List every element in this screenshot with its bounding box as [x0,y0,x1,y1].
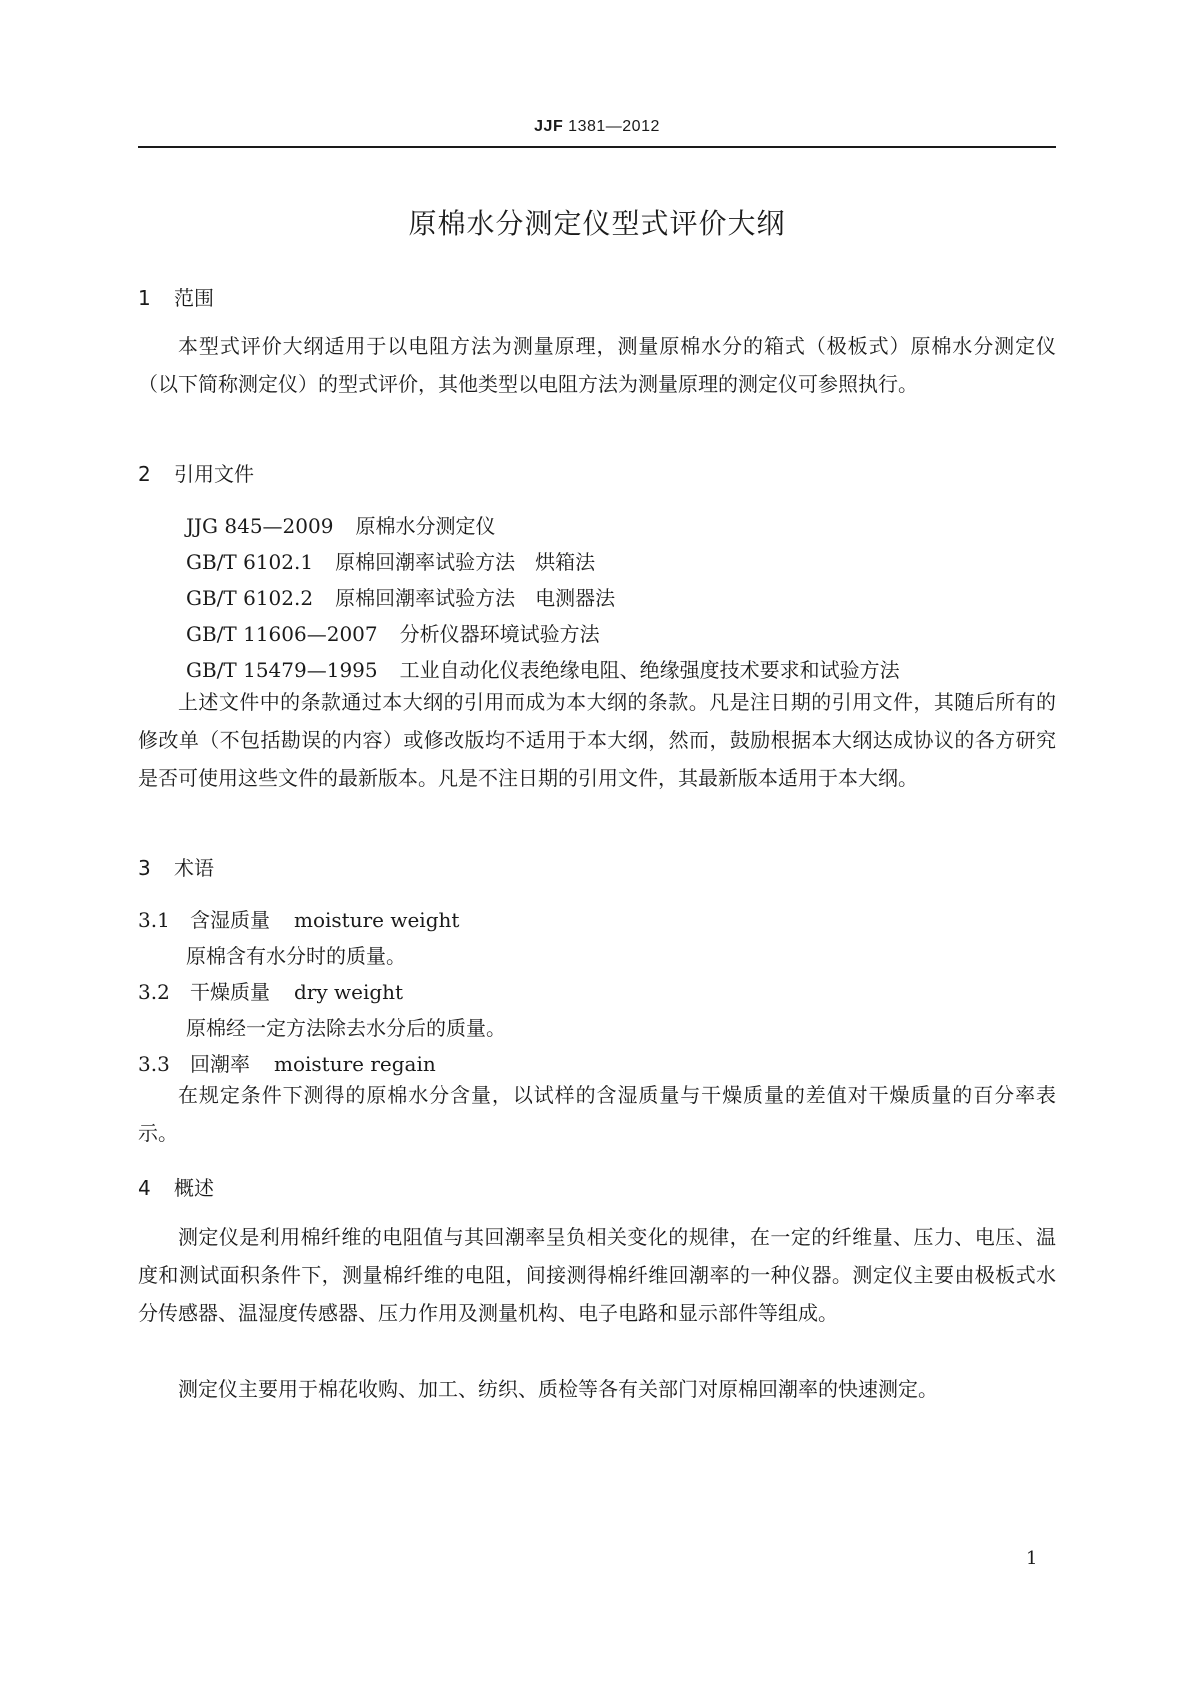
section-2-paragraph: 上述文件中的条款通过本大纲的引用而成为本大纲的条款。凡是注日期的引用文件，其随后所有的修改单（不包括勘误的内容）或修改版均不适用于本大纲，然而，鼓励根据本大纲达成协议的各方研究是否可使用这些文件的最新版本。凡是不注日期的引用文件，其最新版本适用于本大纲。 [138,690,1056,790]
term-zh: 回潮率 [190,1052,250,1076]
page-header [138,118,1056,136]
reference-code: GB/T 6102.1 [186,550,314,574]
section-title: 范围 [174,286,214,310]
term-zh: 含湿质量 [190,908,270,932]
term-definition: 原棉含有水分时的质量。 [186,944,406,968]
term-definition: 原棉经一定方法除去水分后的质量。 [186,1016,506,1040]
term-item [138,904,459,933]
section-4-paragraph-2: 测定仪主要用于棉花收购、加工、纺织、质检等各有关部门对原棉回潮率的快速测定。 [178,1377,938,1401]
section-2-heading [138,458,254,487]
term-en: moisture weight [294,908,460,932]
header-std-number: 1381—2012 [568,118,660,135]
section-3-heading [138,852,214,881]
reference-name: 原棉水分测定仪 [355,514,496,538]
section-4-paragraph-1: 测定仪是利用棉纤维的电阻值与其回潮率呈负相关变化的规律，在一定的纤维量、压力、电压、温度和测试面积条件下，测量棉纤维的电阻，间接测得棉纤维回潮率的一种仪器。测定仪主要由极板式水分传感器、温湿度传感器、压力作用及测量机构、电子电路和显示部件等组成。 [138,1225,1056,1325]
reference-code: JJG 845—2009 [186,514,334,538]
section-title: 引用文件 [174,462,254,486]
reference-code: GB/T 15479—1995 [186,658,378,682]
header-std-prefix: JJF [534,118,564,135]
page-number: 1 [1026,1548,1038,1569]
section-number: 4 [138,1176,151,1200]
section-number: 1 [138,286,151,310]
reference-item [186,618,600,647]
term-number: 3.1 [138,908,170,932]
document-title: 原棉水分测定仪型式评价大纲 [408,207,786,240]
reference-item [186,654,900,683]
term-item [138,1048,436,1077]
reference-name: 工业自动化仪表绝缘电阻、绝缘强度技术要求和试验方法 [399,658,900,682]
term-number: 3.2 [138,980,170,1004]
term-en: dry weight [294,980,404,1004]
reference-name: 原棉回潮率试验方法 电测器法 [335,586,616,610]
term-zh: 干燥质量 [190,980,270,1004]
reference-name: 分析仪器环境试验方法 [399,622,600,646]
term-en: moisture regain [274,1052,436,1076]
reference-item [186,510,495,539]
header-divider [138,146,1056,148]
reference-name: 原棉回潮率试验方法 烘箱法 [335,550,596,574]
section-4-heading [138,1172,214,1201]
section-title: 概述 [174,1176,214,1200]
term-number: 3.3 [138,1052,170,1076]
term-definition: 在规定条件下测得的原棉水分含量，以试样的含湿质量与干燥质量的差值对干燥质量的百分率表示。 [138,1083,1056,1145]
reference-code: GB/T 6102.2 [186,586,314,610]
section-number: 2 [138,462,151,486]
reference-item [186,582,615,611]
section-title: 术语 [174,856,214,880]
reference-code: GB/T 11606—2007 [186,622,378,646]
section-1-paragraph: 本型式评价大纲适用于以电阻方法为测量原理，测量原棉水分的箱式（极板式）原棉水分测定仪（以下简称测定仪）的型式评价，其他类型以电阻方法为测量原理的测定仪可参照执行。 [138,334,1056,396]
section-1-heading [138,282,214,311]
section-number: 3 [138,856,151,880]
reference-item [186,546,595,575]
term-item [138,976,403,1005]
